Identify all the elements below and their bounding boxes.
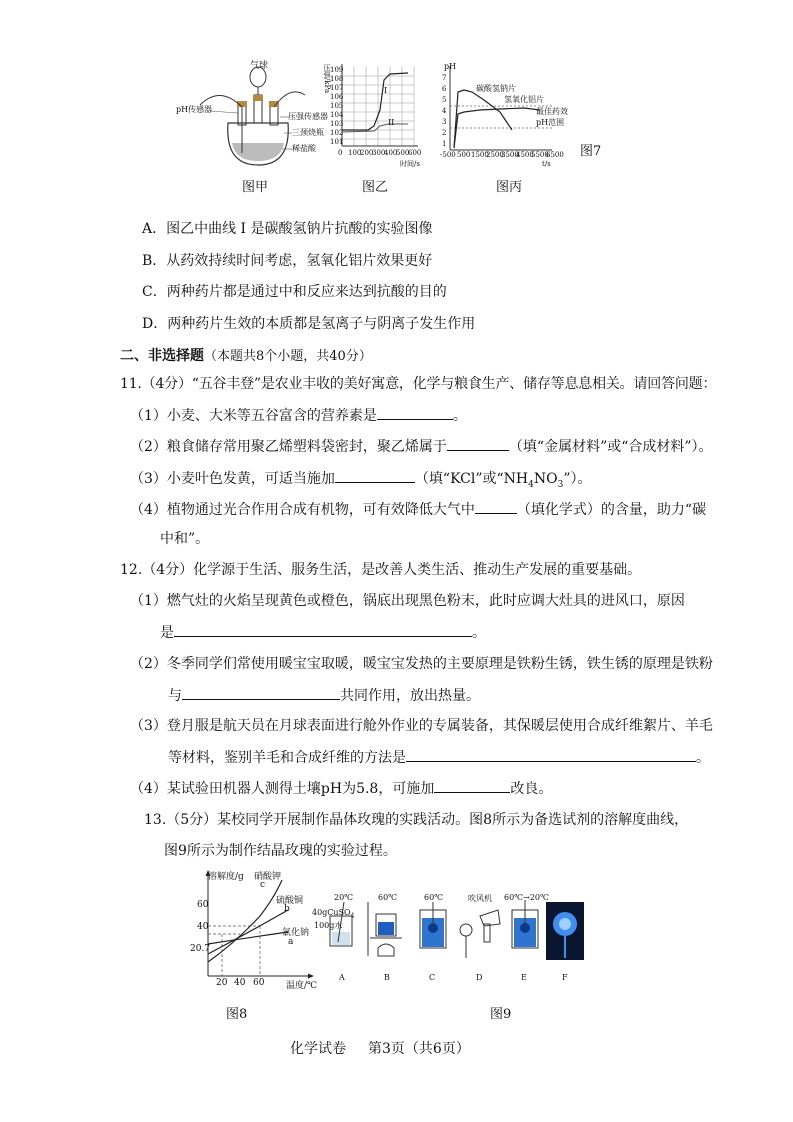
fig8-curve-c-name: 硝酸钾 (254, 872, 282, 882)
page-footer (290, 1040, 470, 1058)
q12-part4: （4）某试验田机器人测得土壤pH为5.8，可施加 改良。 (130, 781, 553, 797)
fig9-process-diagram (318, 896, 588, 976)
fig9-step-a: A (339, 973, 345, 982)
fig9-step-f: F (562, 973, 568, 982)
fig8-curve-b-letter: b (284, 904, 290, 914)
answer-blank[interactable] (447, 437, 509, 451)
pressure-curve-2-label: II (388, 118, 395, 127)
fig8-ytick-60: 60 (197, 900, 209, 910)
q13-stem-line1: 13.（5分）某校同学开展制作晶体玫瑰的实践活动。图8所示为备选试剂的溶解度曲线， (144, 812, 689, 828)
ph-label-best-effect: 最佳药效 (536, 107, 568, 116)
pressure-sensor-label: 压强传感器 (288, 112, 328, 121)
fig9-step-c: C (429, 973, 436, 982)
q12-stem: 12.（4分）化学源于生活、服务生活，是改善人类生活、推动生产发展的重要基础。 (120, 562, 642, 578)
fig8-ylabel: 溶解度/g (208, 872, 244, 882)
fig8-curve-a-letter: a (288, 937, 294, 947)
answer-blank[interactable] (174, 623, 472, 637)
answer-blank[interactable] (335, 469, 415, 483)
fig9-reagent-1: 40gCuSO$_4$ (312, 908, 355, 920)
ph-sensor-label: pH传感器 (176, 105, 213, 114)
fig8-curve-c-letter: c (260, 880, 266, 890)
q11-part4: （4）植物通过光合作用合成有机物，可有效降低大气中 （填化学式）的含量，助力“碳 (130, 502, 707, 518)
fig8-xtick-40: 40 (234, 978, 246, 988)
q11-part4-cont: 中和”。 (160, 531, 210, 547)
q11-stem: 11.（4分）“五谷丰登”是农业丰收的美好寓意，化学与粮食生产、储存等息息相关。请回答问题： (120, 376, 717, 392)
fig9-temp-e: 60℃→20℃ (504, 893, 549, 902)
acid-label: 稀盐酸 (292, 144, 316, 153)
fig9-temp-a: 20℃ (334, 893, 354, 902)
q11-part2: （2）粮食储存常用聚乙烯塑料袋密封，聚乙烯属于 （填“金属材料”或“合成材料”）。 (130, 439, 713, 455)
q12-part1-cont: 是 。 (160, 625, 486, 641)
answer-blank[interactable] (182, 686, 340, 700)
q12-part3: （3）登月服是航天员在月球表面进行舱外作业的专属装备，其保暖层使用合成纤维絮片、羊毛 (130, 718, 713, 734)
q11-part3: （3）小麦叶色发黄，可适当施加 （填“KCl”或“$NH_4NO_3$”）。 (130, 471, 592, 490)
ph-label-sodium-bicarbonate: 碳酸氢钠片 (476, 84, 516, 93)
ph-ylabel: pH (444, 62, 457, 71)
fig9-reagent-2: 100g水 (314, 921, 343, 930)
fig9-step-b: B (384, 973, 390, 982)
fig7-bing-caption: 图丙 (496, 180, 523, 195)
fig8-xtick-20: 20 (216, 978, 228, 988)
answer-blank[interactable] (377, 406, 453, 420)
pressure-curve-1-label: I (384, 86, 388, 95)
option-d: D．两种药片生效的本质都是氢离子与阴离子发生作用 (142, 316, 476, 332)
fig8-caption: 图8 (226, 1007, 248, 1022)
fig9-caption: 图9 (490, 1007, 512, 1022)
option-c: C．两种药片都是通过中和反应来达到抗酸的目的 (142, 284, 447, 300)
fig8-xtick-60: 60 (253, 978, 265, 988)
answer-blank[interactable] (434, 779, 510, 793)
ph-xlabel: t/s (542, 160, 551, 168)
pressure-xlabel: 时间/s (400, 160, 420, 168)
fig8-xlabel: 温度/℃ (286, 981, 318, 991)
balloon-label: 气球 (250, 61, 269, 71)
fig8-curve-b-name: 硫酸铜 (276, 896, 304, 906)
answer-blank[interactable] (475, 500, 517, 514)
fig8-ytick-40: 40 (197, 922, 209, 932)
answer-blank[interactable] (406, 748, 696, 762)
q12-part3-cont: 等材料，鉴别羊毛和合成纤维的方法是 。 (168, 750, 710, 766)
footer-page-number: 第3页（共6页） (368, 1041, 470, 1057)
section-title: 二、非选择题 (120, 348, 204, 364)
option-b: B．从药效持续时间考虑，氢氧化铝片效果更好 (142, 253, 433, 269)
section-note: （本题共8个小题，共40分） (204, 349, 372, 364)
fig8-curve-a-name: 氯化钠 (282, 928, 310, 938)
q12-part1: （1）燃气灶的火焰呈现黄色或橙色，锅底出现黑色粉末，此时应调大灶具的进风口，原因 (130, 593, 685, 609)
footer-subject: 化学试卷 (290, 1041, 346, 1057)
option-a: A．图乙中曲线 I 是碳酸氢钠片抗酸的实验图像 (142, 221, 433, 237)
fig9-step-e: E (521, 973, 527, 982)
fig7-label: 图7 (580, 144, 602, 159)
ph-label-aluminum-hydroxide: 氢氧化铝片 (504, 95, 544, 104)
q12-part2: （2）冬季同学们常使用暖宝宝取暖，暖宝宝发热的主要原理是铁粉生锈，铁生锈的原理是铁粉 (130, 656, 713, 672)
fig9-dryer-label: 吹风机 (468, 894, 492, 903)
fig9-temp-b: 60℃ (378, 893, 398, 902)
flask-label: 三颈烧瓶 (292, 128, 324, 137)
fig7-jia-caption: 图甲 (242, 180, 269, 195)
fig9-temp-c: 60℃ (424, 893, 444, 902)
ph-label-range: pH范围 (536, 118, 565, 127)
fig7-yi-caption: 图乙 (362, 180, 389, 195)
fig8-ytick-20-7: 20.7 (190, 944, 211, 954)
q12-part2-cont: 与 共同作用，放出热量。 (168, 688, 480, 704)
q11-part1: （1）小麦、大米等五谷富含的营养素是 。 (130, 408, 467, 424)
fig9-step-d: D (476, 973, 483, 982)
pressure-ylabel: 压强/kPa (323, 64, 331, 94)
q13-stem-line2: 图9所示为制作结晶玫瑰的实验过程。 (164, 843, 397, 859)
section-heading (120, 347, 372, 366)
